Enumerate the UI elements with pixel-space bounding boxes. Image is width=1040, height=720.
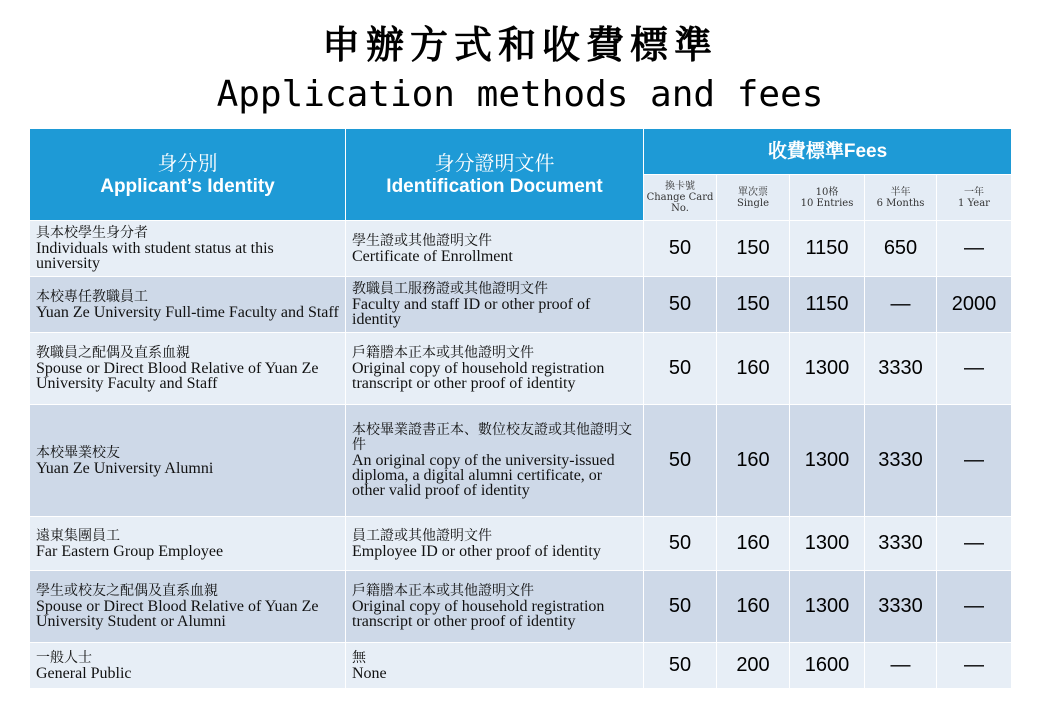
fee-column-header (790, 175, 865, 221)
fee-cell: — (937, 571, 1012, 643)
fee-cell: 3330 (865, 571, 937, 643)
document-en: Certificate of Enrollment (352, 247, 513, 265)
fee-cell: 50 (644, 571, 717, 643)
identity-zh: 學生或校友之配偶及直系血親 (36, 583, 218, 599)
identity-header-en: Applicant’s Identity (100, 175, 275, 197)
identity-cell (30, 643, 346, 689)
identity-zh: 教職員之配偶及直系血親 (36, 345, 190, 361)
fee-column-header-zh: 單次票 (738, 186, 768, 198)
fee-cell: 650 (865, 221, 937, 277)
fee-cell: — (937, 517, 1012, 571)
document-zh: 員工證或其他證明文件 (352, 527, 492, 544)
fee-column-header-en: 6 Months (876, 197, 925, 209)
identity-en: Yuan Ze University Alumni (36, 459, 214, 477)
fee-cell: 50 (644, 405, 717, 517)
fee-cell: — (937, 643, 1012, 689)
document-zh: 學生證或其他證明文件 (352, 232, 492, 249)
table-row (30, 333, 1012, 405)
document-cell (346, 571, 644, 643)
identity-zh: 具本校學生身分者 (36, 225, 148, 241)
fees-table (29, 128, 1012, 689)
document-en: None (352, 664, 387, 682)
identity-zh: 本校畢業校友 (36, 444, 120, 461)
fee-cell: 160 (717, 517, 790, 571)
identity-header-zh: 身分別 (157, 150, 218, 175)
document-zh: 教職員工服務證或其他證明文件 (352, 281, 548, 297)
identity-cell (30, 277, 346, 333)
fee-cell: 2000 (937, 277, 1012, 333)
identity-cell (30, 333, 346, 405)
table-row (30, 405, 1012, 517)
fee-column-header-zh: 換卡號 (665, 181, 695, 192)
fee-cell: 1600 (790, 643, 865, 689)
identity-en: Far Eastern Group Employee (36, 542, 224, 560)
page-title-chinese: 申辦方式和收費標準 (321, 22, 718, 67)
table-row (30, 221, 1012, 277)
fee-cell: 160 (717, 405, 790, 517)
identity-cell (30, 221, 346, 277)
fee-cell: 50 (644, 277, 717, 333)
document-en: Faculty and staff ID or other proof of identity (352, 296, 591, 328)
fee-cell: 50 (644, 643, 717, 689)
identity-en: Spouse or Direct Blood Relative of Yuan Ze University Faculty and Staff (36, 360, 319, 392)
fee-column-header-en: 10 Entries (800, 197, 854, 209)
table-row (30, 643, 1012, 689)
identity-en: General Public (36, 664, 132, 682)
fee-cell: 50 (644, 333, 717, 405)
table-row (30, 571, 1012, 643)
fee-column-header (937, 175, 1012, 221)
fee-cell: 1150 (790, 277, 865, 333)
fee-cell: 1300 (790, 333, 865, 405)
identity-en: Spouse or Direct Blood Relative of Yuan Ze University Student or Alumni (36, 598, 319, 630)
document-cell (346, 221, 644, 277)
fee-column-header-zh: 半年 (890, 186, 911, 198)
fee-column-header (865, 175, 937, 221)
document-cell (346, 405, 644, 517)
fee-column-header-zh: 10格 (815, 186, 839, 198)
document-cell (346, 277, 644, 333)
fee-cell: — (937, 405, 1012, 517)
identity-cell (30, 571, 346, 643)
fee-cell: 150 (717, 221, 790, 277)
identity-zh: 本校專任教職員工 (36, 288, 148, 305)
fee-cell: — (865, 643, 937, 689)
identity-en: Yuan Ze University Full-time Faculty and Staff (36, 303, 339, 321)
fee-cell: 160 (717, 333, 790, 405)
table-row (30, 517, 1012, 571)
fee-cell: 1150 (790, 221, 865, 277)
fee-cell: — (937, 221, 1012, 277)
fee-cell: 150 (717, 277, 790, 333)
fee-cell: 50 (644, 517, 717, 571)
document-cell (346, 643, 644, 689)
fee-column-header (644, 175, 717, 221)
document-zh: 無 (352, 649, 366, 666)
fee-cell: — (937, 333, 1012, 405)
fee-column-header (717, 175, 790, 221)
fee-cell: — (865, 277, 937, 333)
document-en: Employee ID or other proof of identity (352, 542, 601, 560)
fee-cell: 1300 (790, 517, 865, 571)
document-header (346, 129, 644, 221)
document-en: Original copy of household registration transcript or other proof of identity (352, 360, 605, 392)
fee-cell: 200 (717, 643, 790, 689)
fee-cell: 3330 (865, 405, 937, 517)
identity-cell (30, 517, 346, 571)
fee-column-header-en: Single (736, 197, 769, 209)
document-en: Original copy of household registration transcript or other proof of identity (352, 598, 605, 630)
fee-cell: 50 (644, 221, 717, 277)
fee-column-header-en: 1 Year (958, 197, 990, 209)
document-cell (346, 517, 644, 571)
identity-zh: 一般人士 (36, 649, 92, 666)
fee-cell: 1300 (790, 405, 865, 517)
table-row (30, 277, 1012, 333)
document-header-zh: 身分證明文件 (434, 150, 555, 175)
document-en: An original copy of the university-issued diploma, a digital alumni certificate, or other valid proof of identity (352, 452, 615, 499)
fees-header: 收費標準Fees (644, 129, 1012, 175)
identity-en: Individuals with student status at this university (36, 240, 274, 272)
document-zh: 本校畢業證書正本、數位校友證或其他證明文件 (352, 422, 632, 453)
fee-cell: 160 (717, 571, 790, 643)
identity-cell (30, 405, 346, 517)
page-title-english: Application methods and fees (216, 74, 824, 115)
document-header-en: Identification Document (386, 175, 603, 197)
document-cell (346, 333, 644, 405)
identity-header (30, 129, 346, 221)
fee-cell: 1300 (790, 571, 865, 643)
fee-column-header-en: Change Card No. (646, 192, 714, 214)
fee-cell: 3330 (865, 333, 937, 405)
document-zh: 戶籍謄本正本或其他證明文件 (352, 345, 534, 361)
document-zh: 戶籍謄本正本或其他證明文件 (352, 583, 534, 599)
fee-column-header-zh: 一年 (964, 186, 984, 198)
identity-zh: 遠東集團員工 (36, 527, 120, 544)
fee-cell: 3330 (865, 517, 937, 571)
